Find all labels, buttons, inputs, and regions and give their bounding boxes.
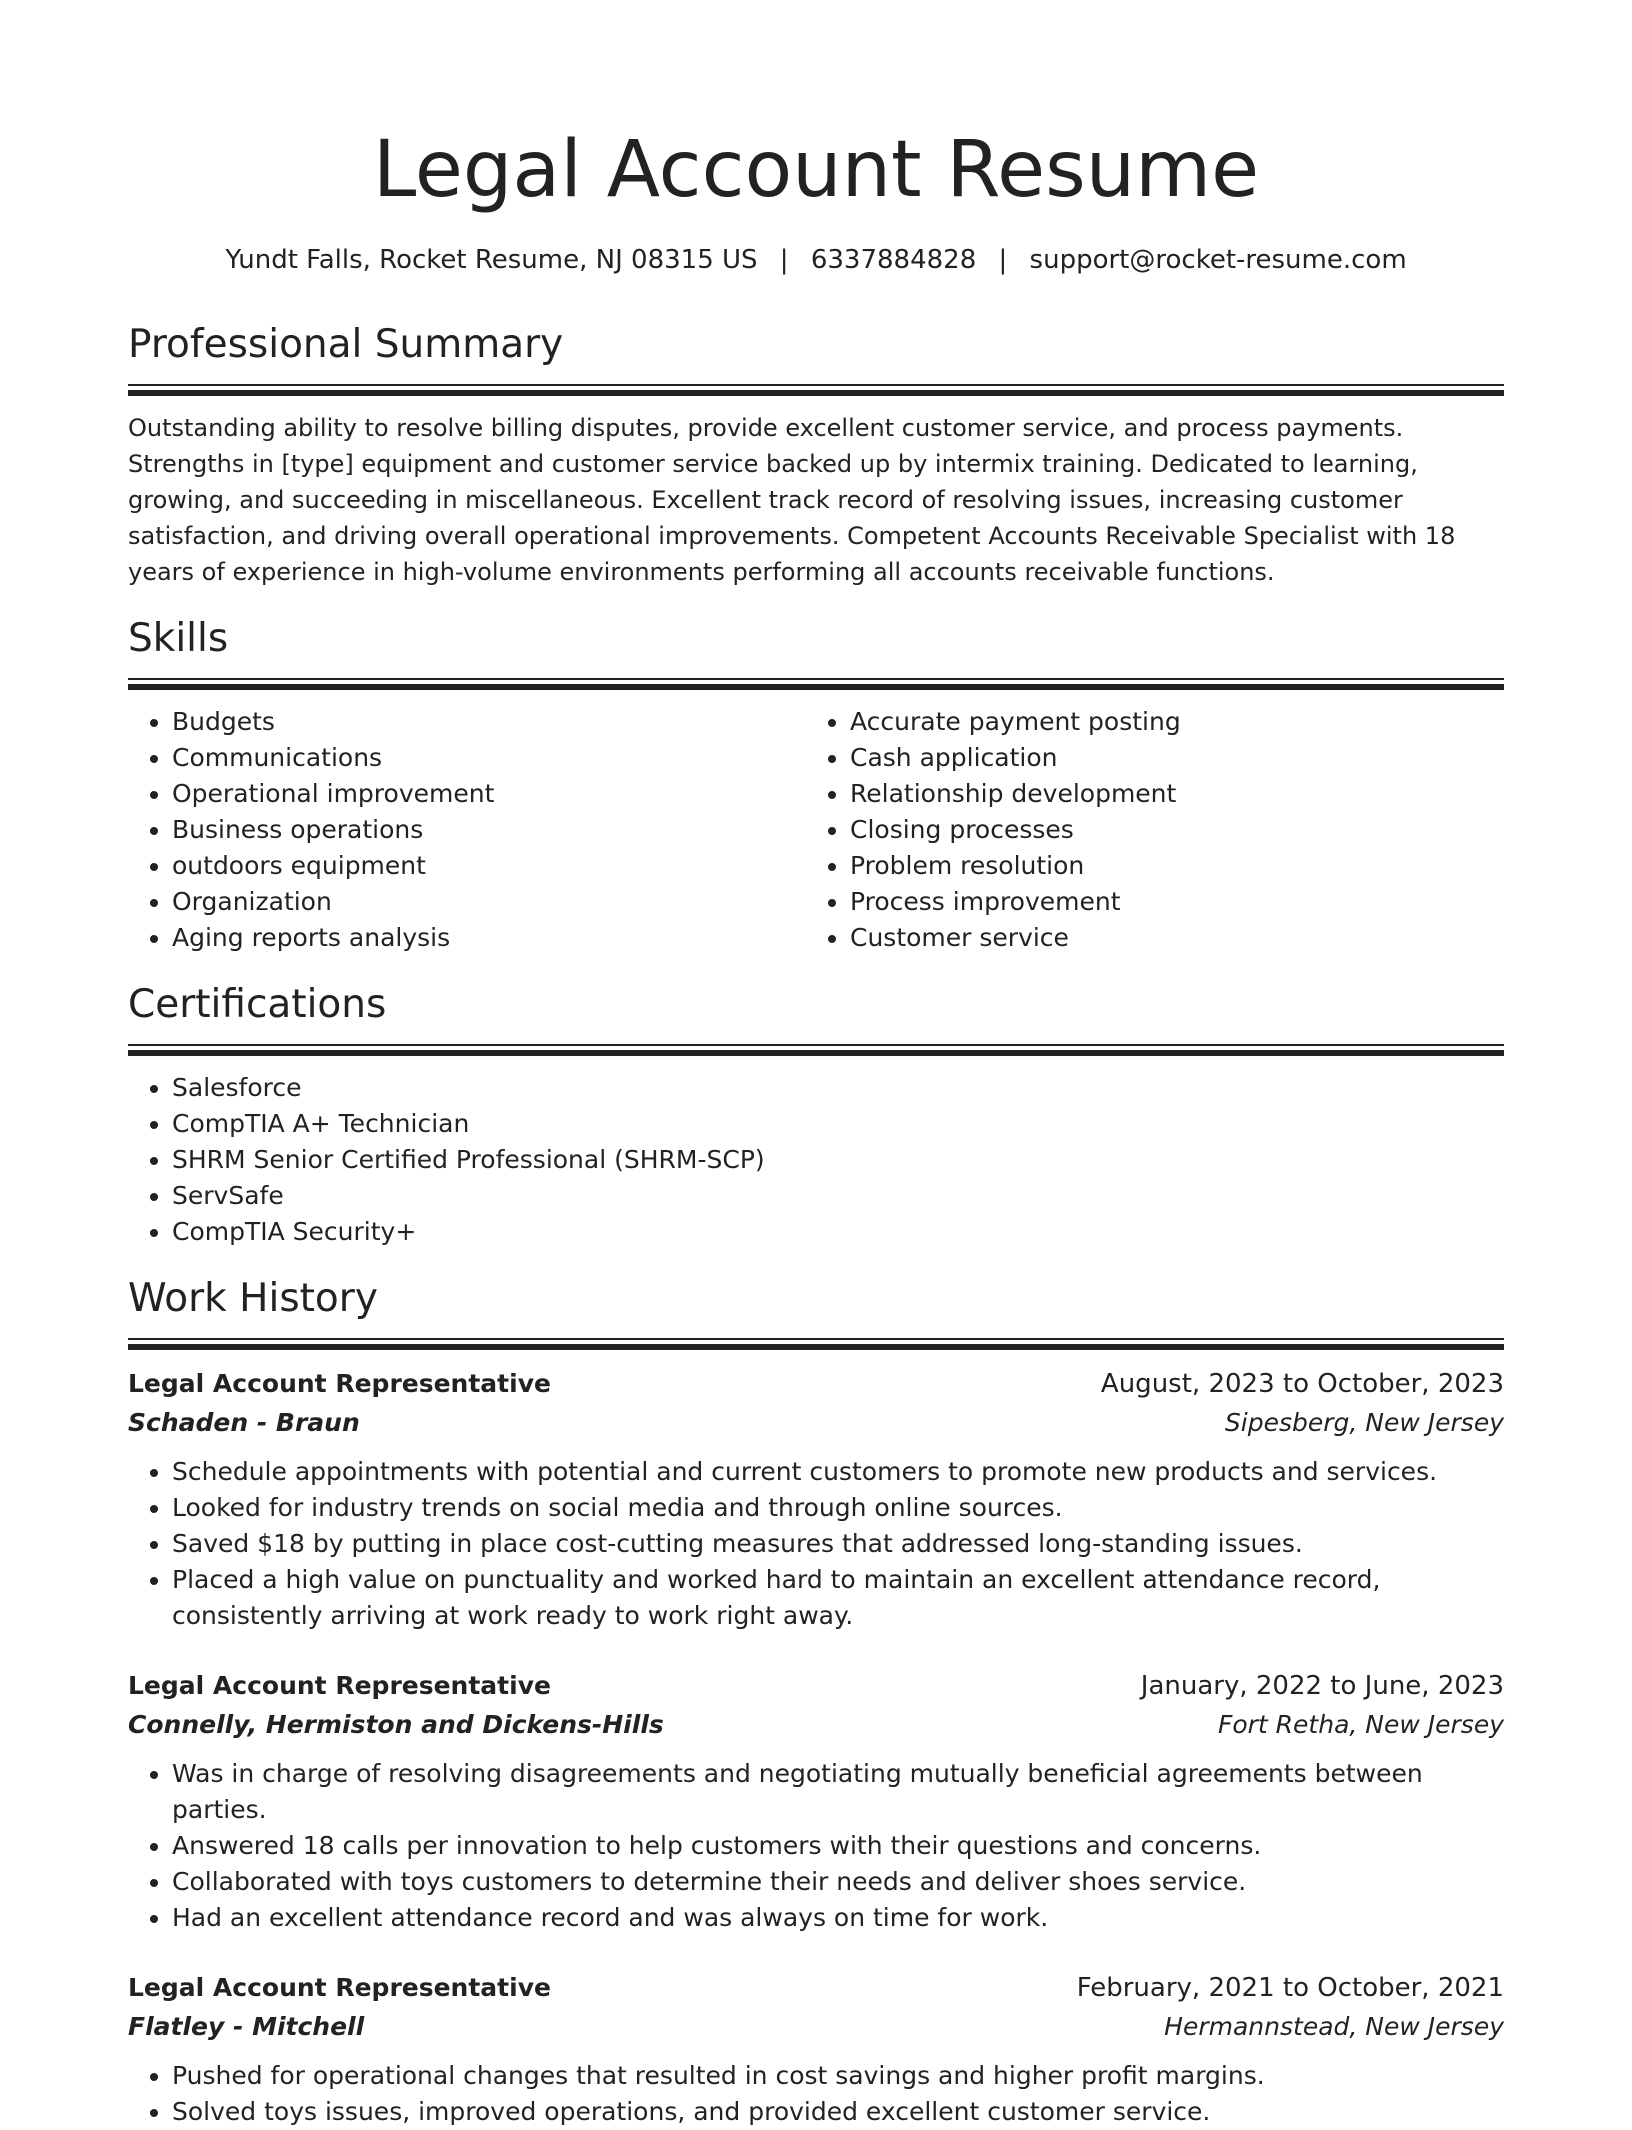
job-company-row: [128, 2008, 1504, 2046]
resume-page: [128, 0, 1504, 2130]
certification-item: • SHRM Senior Certified Professional (SHRM-SCP): [172, 1142, 1504, 1178]
job-title: Legal Account Representative: [128, 1369, 551, 1398]
certification-item: • ServSafe: [172, 1178, 1504, 1214]
job-bullet: • Collaborated with toys customers to determine their needs and deliver shoes service.: [172, 1864, 1504, 1900]
job-location: Hermannstead, New Jersey: [1164, 2012, 1504, 2041]
section-divider: [128, 1338, 1504, 1350]
resume-title: Legal Account Resume: [372, 125, 1260, 215]
skills-section: [128, 614, 1504, 956]
skill-item: • Operational improvement: [172, 776, 806, 812]
job-header-row: [128, 1364, 1504, 1404]
job-location: Sipesberg, New Jersey: [1224, 1408, 1504, 1437]
skill-item: • Customer service: [850, 920, 1484, 956]
skill-item: • Communications: [172, 740, 806, 776]
job-bullet: • Schedule appointments with potential and current customers to promote new products and services.: [172, 1454, 1504, 1490]
job-company: Connelly, Hermiston and Dickens-Hills: [128, 1710, 664, 1739]
section-divider: [128, 1044, 1504, 1056]
job-company-row: [128, 1706, 1504, 1744]
skills-list-right: [806, 704, 1484, 956]
skill-item: • Relationship development: [850, 776, 1484, 812]
section-divider: [128, 678, 1504, 690]
job-dates: August, 2023 to October, 2023: [1100, 1369, 1504, 1399]
job-company: Schaden - Braun: [128, 1408, 360, 1437]
job-bullet: • Solved toys issues, improved operations, and provided excellent customer service.: [172, 2094, 1504, 2130]
job-title: Legal Account Representative: [128, 1973, 551, 2002]
skills-list-left: [128, 704, 806, 956]
job-company: Flatley - Mitchell: [128, 2012, 365, 2041]
contact-separator: |: [998, 245, 1008, 275]
skill-item: • Aging reports analysis: [172, 920, 806, 956]
contact-separator: |: [779, 245, 789, 275]
certifications-list: [128, 1070, 1504, 1250]
skill-item: • outdoors equipment: [172, 848, 806, 884]
job-dates: January, 2022 to June, 2023: [1140, 1671, 1504, 1701]
job-bullet: • Saved $18 by putting in place cost-cutting measures that addressed long-standing issues.: [172, 1526, 1504, 1562]
job-bullets: [128, 1756, 1504, 1936]
summary-section: [128, 320, 1504, 590]
contact-phone: 6337884828: [810, 245, 977, 275]
summary-heading: Professional Summary: [128, 322, 564, 367]
job-bullet: • Placed a high value on punctuality and worked hard to maintain an excellent attendance record, consistently arriving at work ready to work right away.: [172, 1562, 1504, 1634]
job-dates: February, 2021 to October, 2021: [1076, 1973, 1504, 2003]
skill-item: • Process improvement: [850, 884, 1484, 920]
skill-item: • Budgets: [172, 704, 806, 740]
job-bullet: • Pushed for operational changes that resulted in cost savings and higher profit margins.: [172, 2058, 1504, 2094]
skill-item: • Problem resolution: [850, 848, 1484, 884]
job-entry: [128, 1364, 1504, 1634]
skill-item: • Closing processes: [850, 812, 1484, 848]
job-location: Fort Retha, New Jersey: [1217, 1710, 1504, 1739]
certification-item: • CompTIA A+ Technician: [172, 1106, 1504, 1142]
job-bullet: • Was in charge of resolving disagreements and negotiating mutually beneficial agreements between parties.: [172, 1756, 1504, 1828]
job-title: Legal Account Representative: [128, 1671, 551, 1700]
job-header-row: [128, 1666, 1504, 1706]
skill-item: • Cash application: [850, 740, 1484, 776]
job-entry: [128, 1666, 1504, 1936]
skills-heading: Skills: [128, 616, 229, 661]
job-bullet: • Looked for industry trends on social media and through online sources.: [172, 1490, 1504, 1526]
certifications-section: [128, 980, 1504, 1250]
contact-line: [128, 242, 1504, 278]
work-history-heading: Work History: [128, 1276, 378, 1321]
job-entry: [128, 1968, 1504, 2130]
skill-item: • Organization: [172, 884, 806, 920]
skill-item: • Business operations: [172, 812, 806, 848]
summary-text: Outstanding ability to resolve billing disputes, provide excellent customer service, and process payments. Strengths in [type] equipment and customer service backed up by intermix training. Dedicated to learning, growing, and succeeding in miscellaneous. Excellent track record of resolving issues, increasing customer satisfaction, and driving overall operational improvements. Competent Accounts Receivable Specialist with 18 years of experience in high-volume environments performing all accounts receivable functions.: [128, 414, 1456, 586]
certification-item: • CompTIA Security+: [172, 1214, 1504, 1250]
contact-email: support@rocket-resume.com: [1029, 245, 1407, 275]
job-bullets: [128, 2058, 1504, 2130]
certifications-heading: Certifications: [128, 982, 387, 1027]
contact-address: Yundt Falls, Rocket Resume, NJ 08315 US: [225, 245, 758, 275]
skill-item: • Accurate payment posting: [850, 704, 1484, 740]
skills-grid: [128, 704, 1504, 956]
job-bullet: • Had an excellent attendance record and was always on time for work.: [172, 1900, 1504, 1936]
work-history-section: [128, 1274, 1504, 2130]
job-company-row: [128, 1404, 1504, 1442]
job-bullets: [128, 1454, 1504, 1634]
job-bullet: • Answered 18 calls per innovation to help customers with their questions and concerns.: [172, 1828, 1504, 1864]
job-header-row: [128, 1968, 1504, 2008]
section-divider: [128, 384, 1504, 396]
certification-item: • Salesforce: [172, 1070, 1504, 1106]
